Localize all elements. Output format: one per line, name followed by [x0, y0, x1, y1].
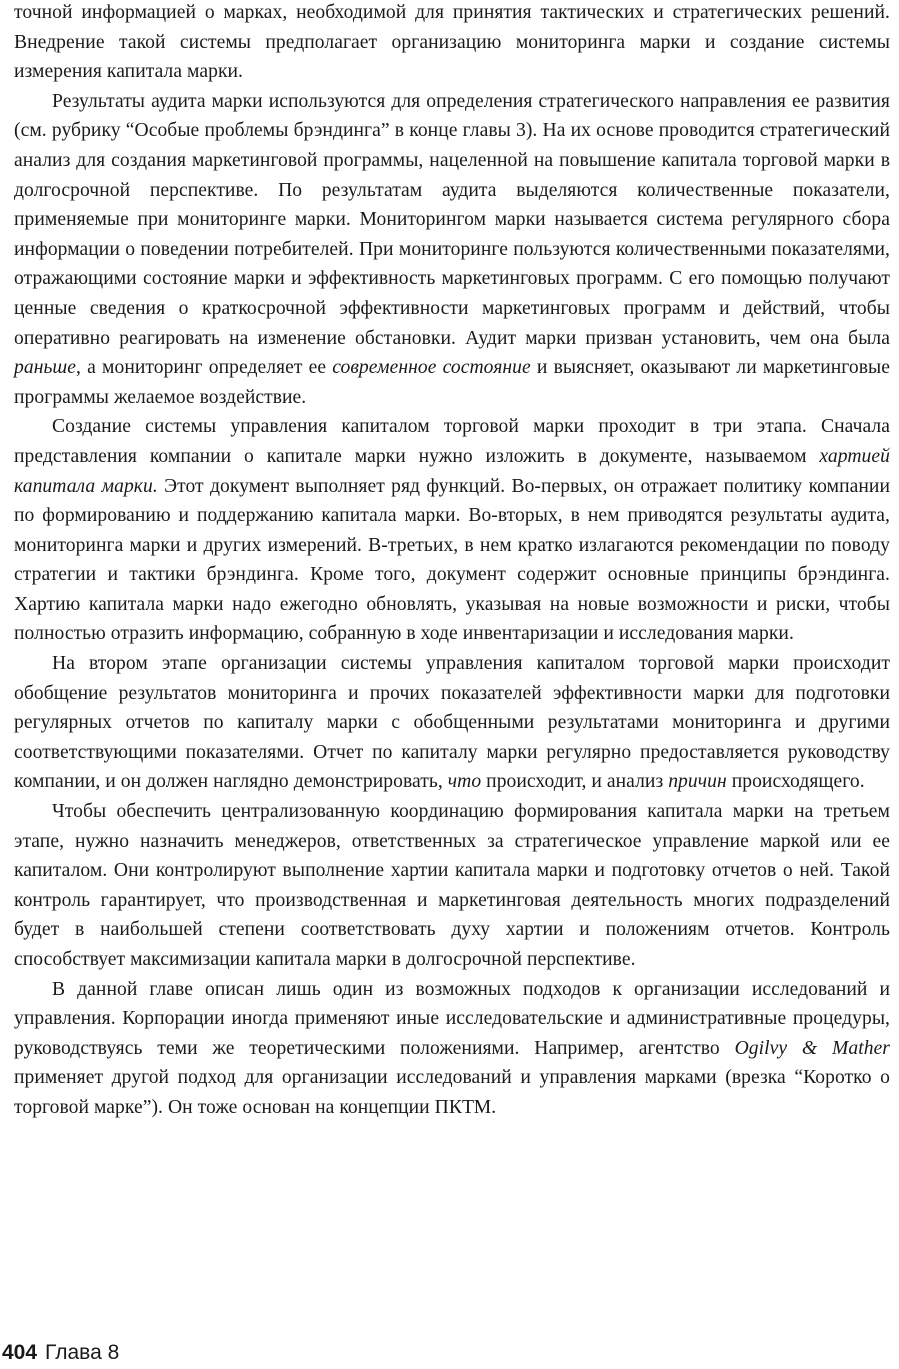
italic-segment: что [447, 771, 482, 793]
text-segment: и выясняет, оказывают ли маркетинговые программы желаемое воздействие. [14, 357, 890, 408]
italic-segment: раньше [14, 357, 77, 379]
page-footer [2, 1340, 119, 1366]
text-segment: Создание системы управления капиталом торговой марки проходит в три этапа. Сначала представления компании о капитале марки нужно изложить в документе, называемом [14, 416, 890, 467]
italic-segment: современное состояние [332, 357, 531, 379]
chapter-label: Глава 8 [45, 1341, 120, 1364]
text-segment: происходит, и анализ [481, 771, 669, 793]
text-segment: Чтобы обеспечить централизованную координацию формирования капитала марки на третьем этапе, нужно назначить менеджеров, ответственных за стратегическое управление маркой или ее капиталом. Они контролируют выполнение хартии капитала марки и подготовку отчетов о ней. Такой контроль гарантирует, что производственная и маркетинговая деятельность многих подразделений будет в наибольшей степени соответствовать духу хартии и положениям отчетов. Контроль способствует максимизации капитала марки в долгосрочной перспективе. [14, 801, 890, 970]
italic-segment: Ogilvy & Mather [734, 1037, 890, 1059]
text-segment: происходящего. [726, 771, 865, 793]
page-number: 404 [2, 1341, 38, 1364]
paragraph-5 [14, 797, 890, 975]
text-segment: применяет другой подход для организации исследований и управления марками (врезка “Коротко о торговой марке”). Он тоже основан на концепции ПКТМ. [14, 1067, 890, 1118]
paragraph-1 [14, 0, 890, 87]
text-segment: точной информацией о марках, необходимой для принятия тактических и стратегических решений. Внедрение такой системы предполагает организацию мониторинга марки и создание системы измерения капитала марки. [14, 2, 890, 83]
text-segment: , а мониторинг определяет ее [76, 357, 333, 379]
text-segment: Этот документ выполняет ряд функций. Во-первых, он отражает политику компании по формированию и поддержанию капитала марки. Во-вторых, в нем приводятся результаты аудита, мониторинга марки и других измерений. В-третьих, в нем кратко излагаются рекомендации по поводу стратегии и тактики брэндинга. Кроме того, документ содержит основные принципы брэндинга. Хартию капитала марки надо ежегодно обновлять, указывая на новые возможности и риски, чтобы полностью отразить информацию, собранную в ходе инвентаризации и исследования марки. [14, 475, 890, 645]
paragraph-2 [14, 87, 890, 413]
text-segment: На втором этапе организации системы управления капиталом торговой марки происходит обобщение результатов мониторинга и прочих показателей эффективности марки для подготовки регулярных отчетов по капиталу марки с обобщенными результатами мониторинга и другими соответствующими показателями. Отчет по капиталу марки регулярно предоставляется руководству компании, и он должен наглядно демонстрировать, [14, 653, 890, 793]
paragraph-4 [14, 649, 890, 797]
italic-segment: причин [668, 771, 727, 793]
page-body [14, 0, 890, 1123]
text-segment: В данной главе описан лишь один из возможных подходов к организации исследований и управления. Корпорации иногда применяют иные исследовательские и административные процедуры, руководствуясь теми же теоретическими положениями. Например, агентство [14, 978, 890, 1059]
text-segment: Результаты аудита марки используются для определения стратегического направления ее развития (см. рубрику “Особые проблемы брэндинга” в конце главы 3). На их основе проводится стратегический анализ для создания маркетинговой программы, нацеленной на повышение капитала торговой марки в долгосрочной перспективе. По результатам аудита выделяются количественные показатели, применяемые при мониторинге марки. Мониторингом марки называется система регулярного сбора информации о поведении потребителей. При мониторинге пользуются количественными показателями, отражающими состояние марки и эффективность маркетинговых программ. С его помощью получают ценные сведения о краткосрочной эффективности маркетинговых программ и действий, чтобы оперативно реагировать на изменение обстановки. Аудит марки призван установить, чем она была [14, 90, 890, 349]
paragraph-3 [14, 412, 890, 649]
paragraph-6 [14, 975, 890, 1123]
italic-segment: хартией капитала марки. [14, 445, 890, 497]
